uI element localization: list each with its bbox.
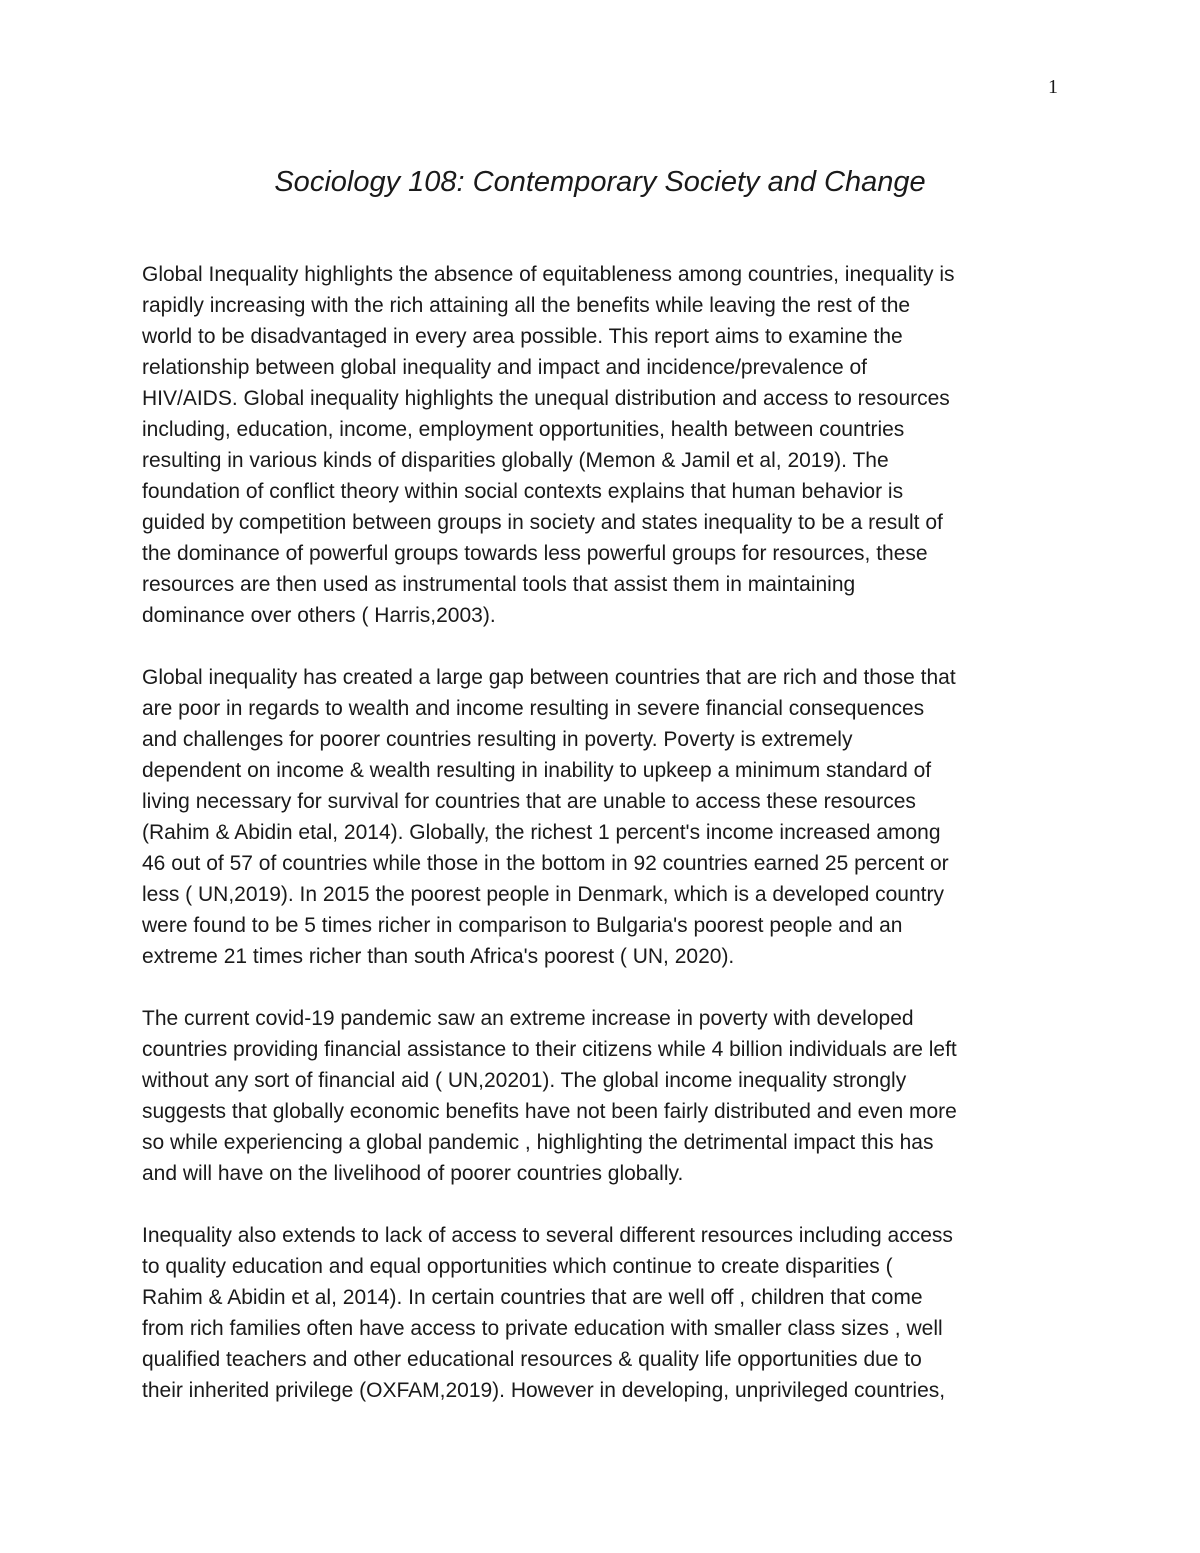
paragraph-4: Inequality also extends to lack of access to several different resources including access to quality education and equal opportunities which continue to create disparities ( Rahim & Abidin et al, 2014). In certain countries that are well off , children that come from rich families often have access to private education with smaller class sizes , well qualified teachers and other educational resources & quality life opportunities due to their inherited privilege (OXFAM,2019). However in developing, unprivileged countries, bbox=[142, 1224, 953, 1402]
page-number: 1 bbox=[1048, 76, 1058, 98]
paragraph-2: Global inequality has created a large gap between countries that are rich and those that are poor in regards to wealth and income resulting in severe financial consequences and challenges for poorer countries resulting in poverty. Poverty is extremely dependent on income & wealth resulting in inability to upkeep a minimum standard of living necessary for survival for countries that are unable to access these resources (Rahim & Abidin etal, 2014). Globally, the richest 1 percent's income increased among 46 out of 57 of countries while those in the bottom in 92 countries earned 25 percent or less ( UN,2019). In 2015 the poorest people in Denmark, which is a developed country were found to be 5 times richer in comparison to Bulgaria's poorest people and an extreme 21 times richer than south Africa's poorest ( UN, 2020). bbox=[142, 666, 956, 968]
paragraph-3: The current covid-19 pandemic saw an extreme increase in poverty with developed countries providing financial assistance to their citizens while 4 billion individuals are left without any sort of financial aid ( UN,20201). The global income inequality strongly suggests that globally economic benefits have not been fairly distributed and even more so while experiencing a global pandemic , highlighting the detrimental impact this has and will have on the livelihood of poorer countries globally. bbox=[142, 1007, 957, 1185]
document-body bbox=[142, 259, 1062, 1437]
paragraph-1: Global Inequality highlights the absence of equitableness among countries, inequality is rapidly increasing with the rich attaining all the benefits while leaving the rest of the world to be disadvantaged in every area possible. This report aims to examine the relationship between global inequality and impact and incidence/prevalence of HIV/AIDS. Global inequality highlights the unequal distribution and access to resources including, education, income, employment opportunities, health between countries resulting in various kinds of disparities globally (Memon & Jamil et al, 2019). The foundation of conflict theory within social contexts explains that human behavior is guided by competition between groups in society and states inequality to be a result of the dominance of powerful groups towards less powerful groups for resources, these resources are then used as instrumental tools that assist them in maintaining dominance over others ( Harris,2003). bbox=[142, 263, 955, 627]
document-title: Sociology 108: Contemporary Society and Change bbox=[274, 166, 926, 198]
